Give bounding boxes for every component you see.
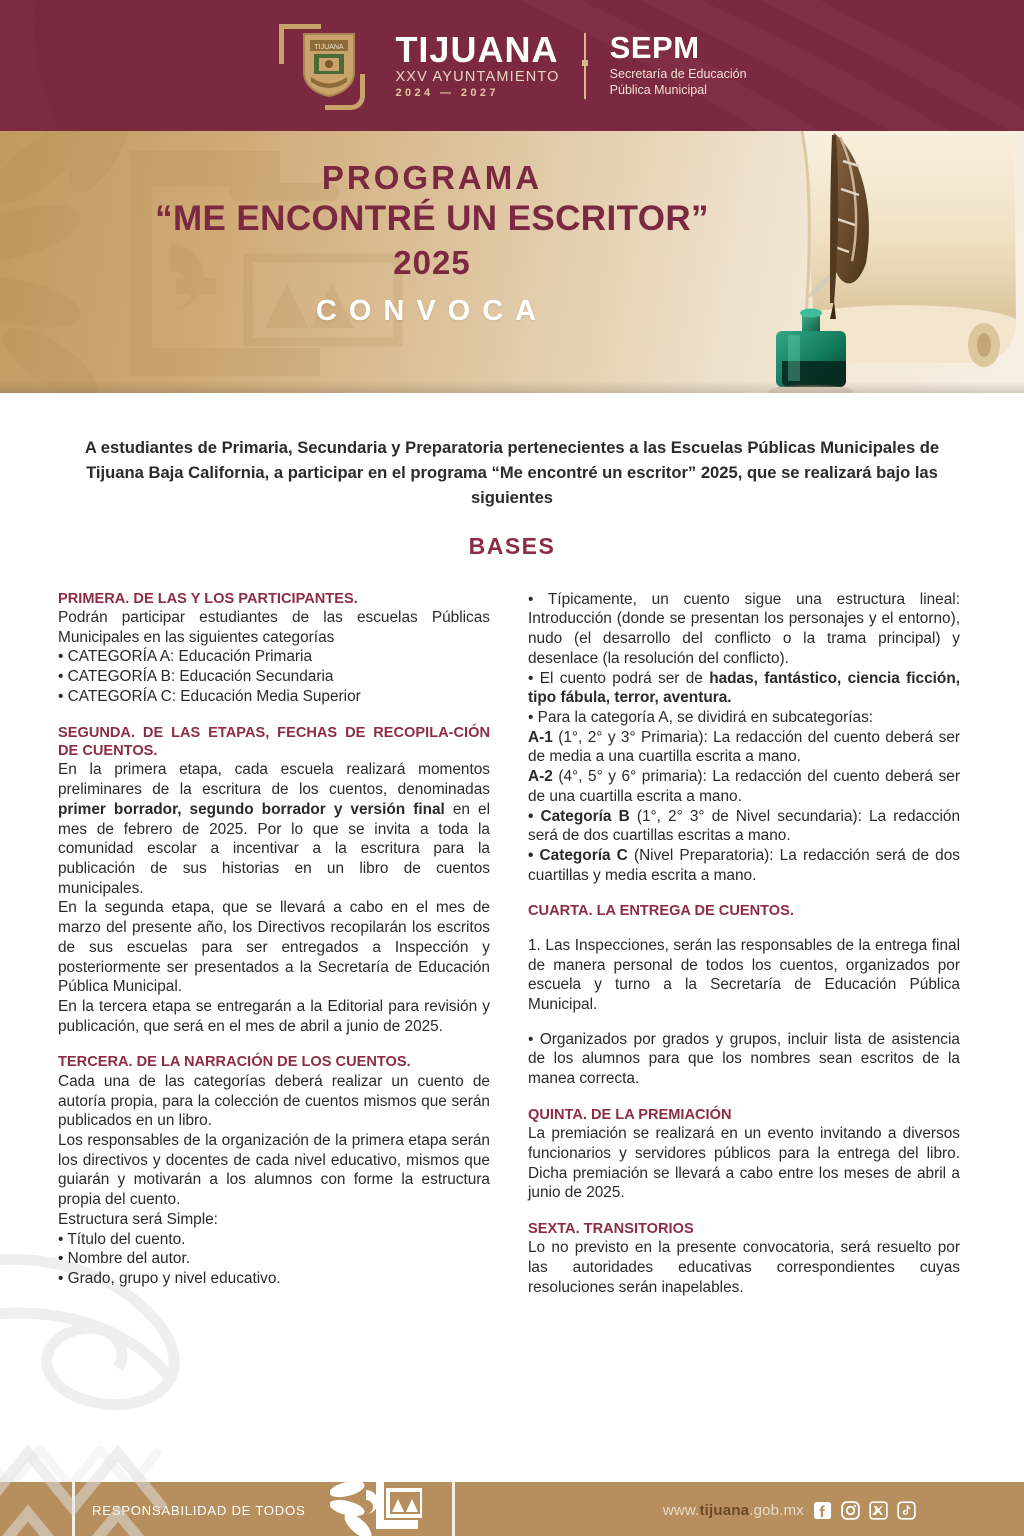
sepm-logo [610,32,747,98]
primera-category-list [58,647,490,706]
estructura-bullet-3: • Para la categoría A, se dividirá en subcategorías: [528,708,874,726]
section-heading-sexta: SEXTA. TRANSITORIOS [528,1221,694,1238]
right-column [528,590,960,1298]
subcategoria-a2-label: A-2 [528,768,553,786]
aztec-emblem-icon [330,1456,422,1536]
banner-bottom-shadow [0,381,1024,393]
list-item: • Título del cuento. [58,1230,186,1248]
svg-text:TIJUANA: TIJUANA [314,43,345,51]
url-prefix: www. [662,1502,700,1519]
segunda-paragraph-2: En la segunda etapa, que se llevará a cabo en el mes de marzo del presente año, los Directivos recopilarán los escritos de sus escuelas para ser entregados a Inspección y posteriormente ser presentados a la Secretaría de Educación Pública Municipal. [58,899,490,996]
categoria-b-item [528,807,960,846]
categoria-c-item [528,846,960,885]
segunda-p1-part-a: En la primera etapa, cada escuela realizará momentos preliminares de la escritura de los cuentos, denominadas [58,761,490,799]
categoria-b-label: • Categoría B [528,807,630,825]
sepm-subtitle-line1: Secretaría de Educación [609,67,747,82]
banner-titles [0,159,1024,326]
section-heading-quinta: QUINTA. DE LA PREMIACIÓN [528,1106,732,1123]
segunda-p1-bold: primer borrador, segundo borrador y versión final [58,800,445,818]
segunda-paragraph-1 [58,760,490,898]
section-heading-segunda: SEGUNDA. DE LAS ETAPAS, FECHAS DE RECOPILA-CIÓN DE CUENTOS. [58,724,490,759]
footer-links [663,1501,916,1520]
subcategoria-a2 [528,767,960,806]
cuarta-paragraph-1: 1. Las Inspecciones, serán las responsables de la entrega final de manera personal de todos los cuentos, organizados por escuela y turno a la Secretaría de Educación Pública Municipal. [528,936,960,1013]
footer-slogan: RESPONSABILIDAD DE TODOS [92,1503,306,1518]
url-brand: tijuana [699,1502,750,1519]
banner-programa-label: PROGRAMA [321,159,543,196]
banner-year: 2025 [393,244,471,282]
x-twitter-icon[interactable] [869,1501,888,1520]
tiktok-icon[interactable] [897,1501,916,1520]
footer-website-url[interactable] [663,1502,804,1519]
program-banner [0,131,1024,393]
categoria-c-text: (Nivel Preparatoria): La redacción será de dos cuartillas y media escrita a mano. [528,847,960,884]
tercera-structure-list [58,1230,490,1289]
tijuana-wordmark [395,29,560,99]
quinta-paragraph-1: La premiación se realizará en un evento invitando a diversos funcionarios y servidores públicos para la entrega del libro. Dicha premiación se llevará a cabo entre los meses de abril a junio de 2025. [528,1125,960,1202]
sexta-paragraph-1: Lo no previsto en la presente convocatoria, será resuelto por las autoridades educativas correspondientes cuyas resoluciones serán inapelables. [528,1239,960,1296]
tijuana-coat-of-arms [277,20,381,112]
primera-paragraph: Podrán participar estudiantes de las escuelas Públicas Municipales en las siguientes categorías [58,609,490,646]
page-footer [0,1460,1024,1536]
document-body [0,393,1024,1298]
logo-years-text: 2024 — 2027 [395,86,499,99]
estructura-b2-part-a: • El cuento podrá ser de [528,669,710,687]
estructura-b2-bold: hadas, fantástico, ciencia ficción, tipo fábula, terror, aventura. [528,669,960,707]
sepm-title-text: SEPM [609,30,700,66]
banner-program-title: “ME ENCONTRÉ UN ESCRITOR” [155,199,709,239]
section-heading-tercera: TERCERA. DE LA NARRACIÓN DE LOS CUENTOS. [58,1054,411,1071]
list-item: • CATEGORÍA B: Educación Secundaria [58,668,334,686]
categoria-c-label: • Categoría C [528,847,628,864]
section-heading-cuarta: CUARTA. LA ENTREGA DE CUENTOS. [528,903,794,920]
list-item: • CATEGORÍA C: Educación Media Superior [58,687,361,705]
logo-divider [584,33,586,99]
logo-ayuntamiento-text: XXV AYUNTAMIENTO [395,69,560,86]
subcategoria-a2-text: (4°, 5° y 6° primaria): La redacción del cuento deberá ser de una cuartilla escrita a mano. [528,768,960,805]
list-item: • CATEGORÍA A: Educación Primaria [58,648,313,666]
left-column [58,590,490,1298]
tercera-paragraph-1: Cada una de las categorías deberá realizar un cuento de autoría propia, para la colección de cuentos mismos que serán publicados en un libro. [58,1072,490,1130]
list-item: • Grado, grupo y nivel educativo. [58,1270,281,1287]
tercera-paragraph-2: Los responsables de la organización de la primera etapa serán los directivos y docentes de cada nivel educativo, mismos que guiarán y motivarán a los alumnos con forme la estructura propia del cuento. [58,1131,490,1209]
list-item: • Nombre del autor. [58,1250,190,1268]
page-header [0,0,1024,131]
two-column-layout [58,590,966,1298]
categoria-b-text: (1°, 2° 3° de Nivel secundaria): La redacción será de dos cuartillas escritas a mano. [528,807,961,845]
intro-paragraph: A estudiantes de Primaria, Secundaria y Preparatoria pertenecientes a las Escuelas Públicas Municipales de Tijuana Baja California, a participar en el programa “Me encontré un escritor” 2025, que se realizará bajo las siguientes [84,438,940,508]
sepm-subtitle-line2: Pública Municipal [609,83,707,97]
crest-shield-icon [301,32,357,98]
instagram-icon[interactable] [841,1501,860,1520]
facebook-icon[interactable] [813,1501,832,1520]
estructura-bullet-2 [528,669,960,708]
url-suffix: .gob.mx [749,1502,804,1519]
subcategoria-a1-text: (1°, 2° y 3° Primaria): La redacción del cuento deberá ser de media a una cuartilla escrita a mano. [528,728,960,766]
footer-divider-left [72,1482,75,1536]
sepm-subtitle [610,67,747,98]
banner-convoca-label: CONVOCA [315,294,549,327]
cuarta-paragraph-2: • Organizados por grados y grupos, incluir lista de asistencia de los alumnos para que los nombres sean escritos de la manea correcta. [528,1030,960,1088]
subcategoria-a1 [528,728,960,767]
footer-divider-right [452,1482,455,1536]
tercera-paragraph-3: Estructura será Simple: [58,1210,218,1228]
bases-heading: BASES [468,532,556,559]
logo-tijuana-text: TIJUANA [395,29,559,71]
estructura-bullet-1: • Típicamente, un cuento sigue una estructura lineal: Introducción (donde se presentan los personajes y el entorno), nudo (el desarrollo del conflicto o la trama principal) y desenlace (la resolución del conflicto). [528,590,960,667]
subcategoria-a1-label: A-1 [528,728,553,746]
segunda-paragraph-3: En la tercera etapa se entregarán a la Editorial para revisión y publicación, que será en el mes de abril a junio de 2025. [58,998,490,1035]
section-heading-primera: PRIMERA. DE LAS Y LOS PARTICIPANTES. [58,590,358,607]
segunda-p1-part-b: en el mes de febrero de 2025. Por lo que se invita a toda la comunidad escolar a incentivar a la escritura para la publicación de sus historias en un libro de cuentos municipales. [58,800,490,897]
